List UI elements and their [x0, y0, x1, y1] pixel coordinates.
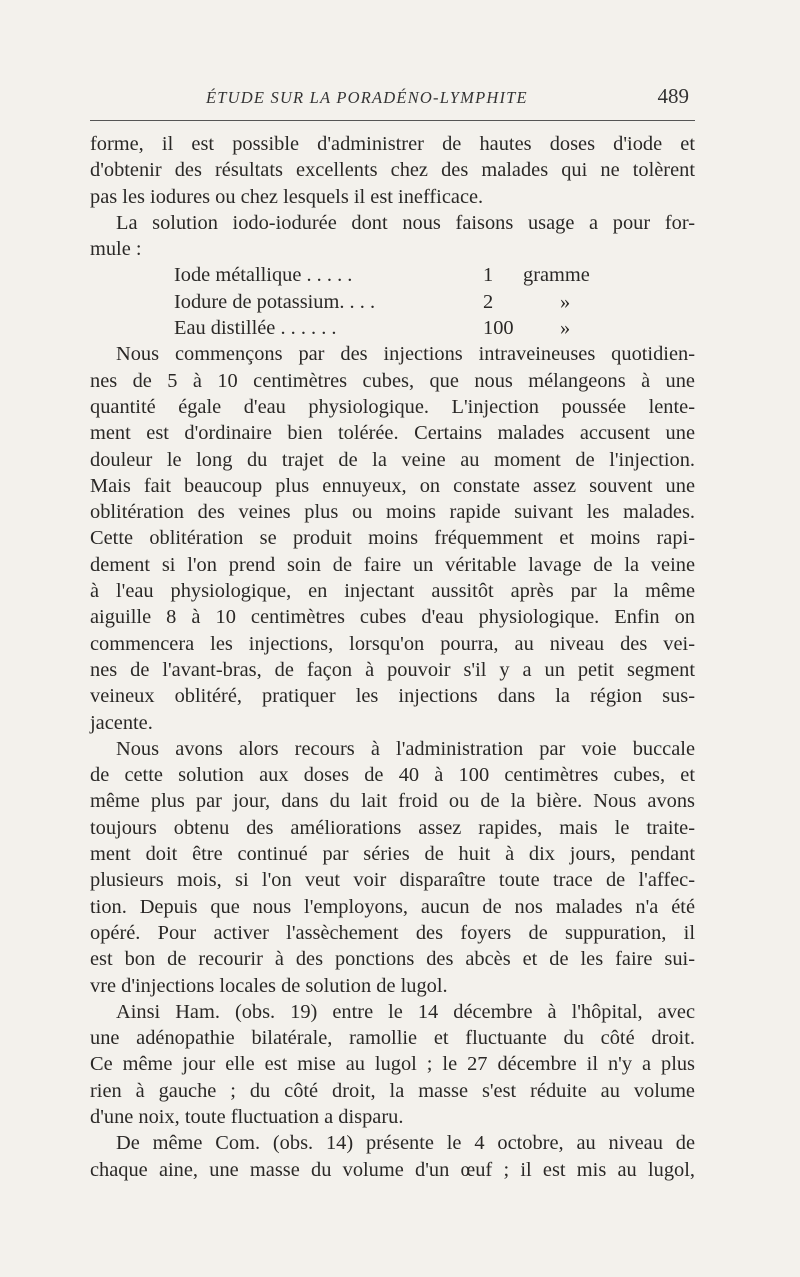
- formula-quantity: 1: [483, 264, 494, 287]
- text-line: Ce même jour elle est mise au lugol ; le 27 décembre il n'y a plus: [90, 1053, 695, 1076]
- text-line: à l'eau physiologique, en injectant aussitôt après par la même: [90, 580, 695, 603]
- body-text: [90, 131, 695, 1183]
- text-line: quantité égale d'eau physiologique. L'injection poussée lente-: [90, 395, 695, 418]
- text-line: vre d'injections locales de solution de lugol.: [90, 974, 448, 997]
- formula-ingredient: Eau distillée . . . . . .: [174, 317, 337, 340]
- text-line: est bon de recourir à des ponctions des abcès et de les faire sui-: [90, 948, 695, 971]
- text-line: La solution iodo-iodurée dont nous faisons usage a pour for-: [116, 211, 695, 234]
- text-line: Ainsi Ham. (obs. 19) entre le 14 décembre à l'hôpital, avec: [116, 1000, 695, 1023]
- formula-unit: »: [560, 290, 571, 313]
- text-line: oblitération des veines plus ou moins rapide suivant les malades.: [90, 501, 695, 524]
- page-number: 489: [657, 84, 689, 108]
- formula-unit: »: [560, 317, 571, 340]
- formula-row: [90, 262, 695, 288]
- formula-row: [90, 315, 695, 341]
- text-line: Nous avons alors recours à l'administration par voie buccale: [116, 737, 695, 760]
- text-line: ment doit être continué par séries de huit à dix jours, pendant: [90, 843, 695, 866]
- text-line: mule :: [90, 238, 142, 261]
- text-line: d'obtenir des résultats excellents chez des malades qui ne tolèrent: [90, 159, 695, 182]
- text-line: opéré. Pour activer l'assèchement des foyers de suppuration, il: [90, 921, 695, 944]
- text-line: Cette oblitération se produit moins fréquemment et moins rapi-: [90, 527, 695, 550]
- running-title: ÉTUDE SUR LA PORADÉNO-LYMPHITE: [206, 88, 528, 107]
- text-line: rien à gauche ; du côté droit, la masse s'est réduite au volume: [90, 1079, 695, 1102]
- text-line: dement si l'on prend soin de faire un véritable lavage de la veine: [90, 553, 695, 576]
- text-line: aiguille 8 à 10 centimètres cubes d'eau physiologique. Enfin on: [90, 606, 695, 629]
- text-line: nes de 5 à 10 centimètres cubes, que nous mélangeons à une: [90, 369, 695, 392]
- text-line: De même Com. (obs. 14) présente le 4 octobre, au niveau de: [116, 1132, 695, 1155]
- text-line: veineux oblitéré, pratiquer les injections dans la région sus-: [90, 685, 695, 708]
- formula-quantity: 100: [483, 317, 514, 340]
- text-line: ment est d'ordinaire bien tolérée. Certains malades accusent une: [90, 422, 695, 445]
- text-line: toujours obtenu des améliorations assez rapides, mais le traite-: [90, 816, 695, 839]
- formula-ingredient: Iodure de potassium. . . .: [174, 290, 376, 313]
- text-line: jacente.: [90, 711, 153, 734]
- text-line: d'une noix, toute fluctuation a disparu.: [90, 1105, 404, 1128]
- text-line: de cette solution aux doses de 40 à 100 centimètres cubes, et: [90, 764, 695, 787]
- text-line: plusieurs mois, si l'on veut voir disparaître toute trace de l'affec-: [90, 869, 695, 892]
- text-line: chaque aine, une masse du volume d'un œuf ; il est mis au lugol,: [90, 1158, 695, 1181]
- formula-quantity: 2: [483, 290, 494, 313]
- page-header: [90, 84, 695, 121]
- text-line: pas les iodures ou chez lesquels il est inefficace.: [90, 185, 484, 208]
- text-line: forme, il est possible d'administrer de hautes doses d'iode et: [90, 133, 695, 155]
- formula-ingredient: Iode métallique . . . . .: [174, 264, 353, 287]
- text-line: nes de l'avant-bras, de façon à pouvoir s'il y a un petit segment: [90, 658, 695, 681]
- text-line: même plus par jour, dans du lait froid ou de la bière. Nous avons: [90, 790, 695, 813]
- formula-unit: gramme: [523, 264, 590, 287]
- text-line: une adénopathie bilatérale, ramollie et fluctuante du côté droit.: [90, 1027, 695, 1050]
- text-line: douleur le long du trajet de la veine au moment de l'injection.: [90, 448, 695, 471]
- formula-row: [90, 289, 695, 315]
- text-line: Nous commençons par des injections intraveineuses quotidien-: [116, 343, 695, 366]
- text-line: Mais fait beaucoup plus ennuyeux, on constate assez souvent une: [90, 474, 695, 497]
- text-line: commencera les injections, lorsqu'on pourra, au niveau des vei-: [90, 632, 695, 655]
- text-line: tion. Depuis que nous l'employons, aucun de nos malades n'a été: [90, 895, 695, 918]
